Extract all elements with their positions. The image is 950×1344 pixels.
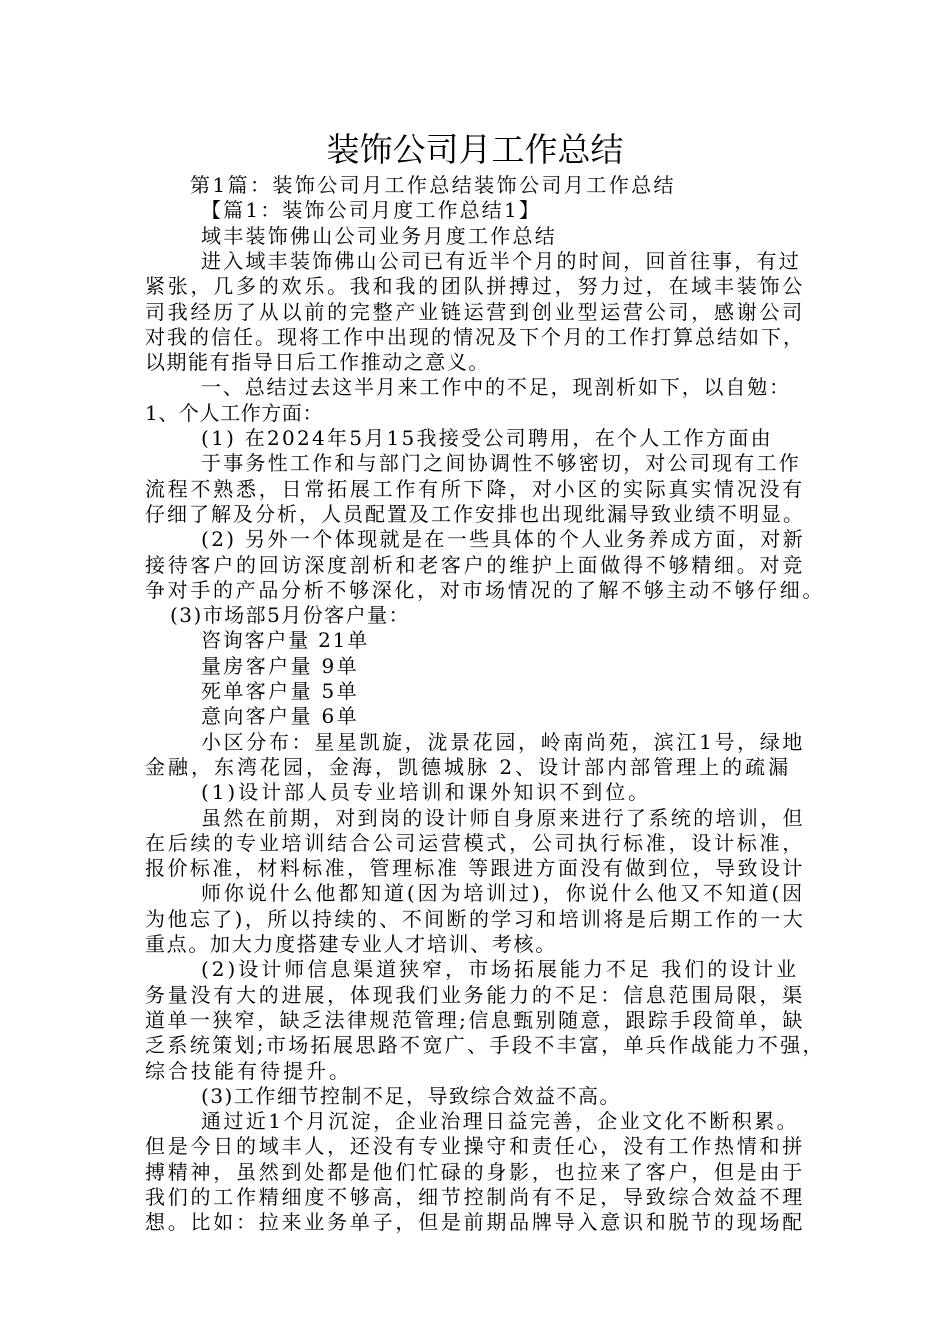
body-line: 咨询客户量 21单 [201, 628, 370, 652]
body-line: 进入域丰装饰佛山公司已有近半个月的时间，回首往事，有过 [201, 249, 801, 273]
body-line: 死单客户量 5单 [201, 679, 359, 703]
body-line: 为他忘了)，所以持续的、不间断的学习和培训将是后期工作的一大 [145, 907, 806, 931]
body-line: 第1篇：装饰公司月工作总结装饰公司月工作总结 [190, 173, 676, 197]
body-line: 乏系统策划;市场拓展思路不宽广、手段不丰富，单兵作战能力不强， [145, 1033, 825, 1057]
body-line: 争对手的产品分析不够深化，对市场情况的了解不够主动不够仔细。 [145, 578, 826, 602]
body-line: 以期能有指导日后工作推动之意义。 [145, 350, 490, 374]
body-line: 师你说什么他都知道(因为培训过)，你说什么他又不知道(因 [201, 881, 806, 905]
body-line: 想。比如：拉来业务单子，但是前期品牌导入意识和脱节的现场配 [145, 1210, 806, 1234]
body-line: 接待客户的回访深度剖析和老客户的维护上面做得不够精细。对竞 [145, 553, 806, 577]
body-line: 紧张，几多的欢乐。我和我的团队拼搏过，努力过，在域丰装饰公 [145, 274, 806, 298]
body-line: 对我的信任。现将工作中出现的情况及下个月的工作打算总结如下， [145, 325, 805, 349]
body-line: 道单一狭窄，缺乏法律规范管理;信息甄别随意，跟踪手段简单，缺 [145, 1008, 805, 1032]
body-line: 意向客户量 6单 [201, 704, 359, 728]
body-line: 务量没有大的进展，体现我们业务能力的不足：信息范围局限，渠 [145, 983, 806, 1007]
body-line: (2)设计师信息渠道狭窄，市场拓展能力不足 我们的设计业 [201, 957, 800, 981]
body-line: 综合技能有待提升。 [145, 1059, 352, 1083]
body-line: 1、个人工作方面： [145, 401, 324, 425]
body-line: 小区分布：星星凯旋，泷景花园，岭南尚苑，滨江1号，绿地 [201, 730, 806, 754]
body-line: 一、总结过去这半月来工作中的不足，现剖析如下，以自勉： [201, 375, 791, 399]
body-line: 通过近1个月沉淀，企业治理日益完善，企业文化不断积累。 [201, 1109, 800, 1133]
body-line: 搏精神，虽然到处都是他们忙碌的身影，也拉来了客户，但是由于 [145, 1160, 806, 1184]
body-line: (3)工作细节控制不足，导致综合效益不高。 [201, 1084, 622, 1108]
body-line: 在后续的专业培训结合公司运营模式，公司执行标准，设计标准， [145, 831, 806, 855]
body-line: (1)设计部人员专业培训和课外知识不到位。 [201, 780, 652, 804]
body-line: (1) 在2024年5月15我接受公司聘用，在个人工作方面由 [201, 426, 773, 450]
body-line: 于事务性工作和与部门之间协调性不够密切，对公司现有工作 [201, 451, 801, 475]
body-line: 仔细了解及分析，人员配置及工作安排也出现纰漏导致业绩不明显。 [145, 502, 805, 526]
body-line: 报价标准，材料标准，管理标准 等跟进方面没有做到位，导致设计 [145, 856, 805, 880]
body-line: (2) 另外一个体现就是在一些具体的个人业务养成方面，对新 [201, 527, 805, 551]
body-line: 司我经历了从以前的完整产业链运营到创业型运营公司，感谢公司 [145, 300, 806, 324]
body-line: 但是今日的域丰人，还没有专业操守和责任心，没有工作热情和拼 [145, 1134, 806, 1158]
body-line: 金融，东湾花园，金海，凯德城脉 2、设计部内部管理上的疏漏 [145, 755, 792, 779]
document-title: 装饰公司月工作总结 [326, 130, 624, 169]
body-line: 域丰装饰佛山公司业务月度工作总结 [201, 224, 557, 248]
body-line: 量房客户量 9单 [201, 654, 359, 678]
body-line: 虽然在前期，对到岗的设计师自身原来进行了系统的培训，但 [201, 806, 805, 830]
body-line: 我们的工作精细度不够高，细节控制尚有不足，导致综合效益不理 [145, 1185, 806, 1209]
body-line: 重点。加大力度搭建专业人才培训、考核。 [145, 932, 557, 956]
body-line: (3)市场部5月份客户量： [170, 603, 411, 627]
body-line: 【篇1：装饰公司月度工作总结1】 [201, 198, 542, 222]
body-line: 流程不熟悉，日常拓展工作有所下降，对小区的实际真实情况没有 [145, 477, 806, 501]
